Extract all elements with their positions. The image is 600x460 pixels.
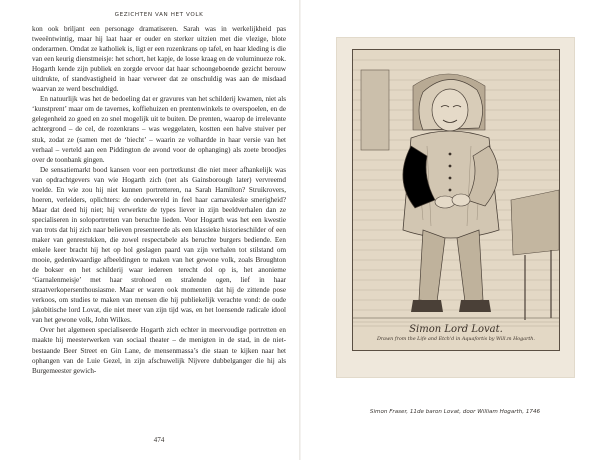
running-head: GEZICHTEN VAN HET VOLK <box>114 12 204 18</box>
body-text <box>32 24 286 376</box>
paragraph: kon ook briljant een personage dramatiseren. Sarah was in werkelijkheid pas tweeëntwintig, maar hij laat haar er ouder en sterker uitzien met die vlezige, blote onderarmen. Omdat ze katholiek is, ligt er een rozenkrans op tafel, en haar kleding is die van een keurig dienstmeisje: het schort, het kapje, de losse kraag en de voluminueze rok. Hogarth kende zijn publiek en zorgde ervoor dat haar schoongeboende gezicht berouw uitdrukte, of standvastigheid in haar verweer dat ze onschuldig was aan de misdaad waarvan ze werd beschuldigd. <box>32 25 286 94</box>
image-caption: Simon Fraser, 11de baron Lovat, door William Hogarth, 1746 <box>369 409 541 415</box>
page-number: 474 <box>153 436 165 444</box>
engraving-plate <box>336 37 575 378</box>
portrait-image <box>353 50 559 350</box>
engraving-title: Simon Lord Lovat. <box>409 324 503 335</box>
engraving-subtitle: Drawn from the Life and Etch'd in Aquafortis by Will.m Hogarth. <box>377 337 535 342</box>
page-fold <box>299 0 301 460</box>
portrait-engraving <box>352 49 560 351</box>
paragraph: En natuurlijk was het de bedoeling dat er gravures van het schilderij kwamen, niet als ‘kunstprent’ maar om de tavernes, koffiehuizen en prentenwinkels te overspoelen, en de gelegenheid zo goed en zo snel mogelijk uit te buiten. De prenten, waarop de irrelevante achtergrond – de cel, de rozenkrans – was weggelaten, kostten een halve stuiver per stuk, zodat ze (samen met de ‘biecht’ – waarin ze volhardde in haar versie van het verhaal – verteld aan een Piddington de avond voor de ophanging) als zoete broodjes over de toonbank gingen. <box>32 95 286 164</box>
paragraph: Over het algemeen specialiseerde Hogarth zich echter in meervoudige portretten en maakte hij meesterwerken van sociaal theater – de menigten in de stad, in de niet-bestaande Beer Street en Gin Lane, de mensenmassa’s die staan te kijken naar het ophangen van de Luie Gezel, in zijn afschuwelijk Nijvere dubbelganger die hij als Burgemeester gewich- <box>32 326 286 375</box>
paragraph: De sensatiemarkt bood kansen voor een portretkunst die niet meer afhankelijk was van opdrachtgevers van wie Hogarth zich (net als Gainsborough later) vervreemd voelde. En wie zou hij niet kunnen portretteren, na Sarah Hamilton? Struikrovers, hoeren, verleiders, oplichters: de onderwereld in feel haar carnavaleske smerigheid? Maar dat deed hij niet; hij verwerkte de types liever in zijn beeldverhalen dan ze specialiseren in soloportretten van beruchte lieden. Voor Hogarth was het een kwestie van trots dat hij zich naar believen presenteerde als een klassieke historieschilder of een maker van genrestukken, die zowel respectabele als beruchte burgers bediende. Een enkele keer bracht hij het op hol geslagen paard van zijn verhalen tot stilstand om mooie, gedenkwaardige afbeeldingen te maken van het gewone volk, zoals Broughton de bokser en het schilderij waar iedereen terecht dol op is, het anonieme ‘Garnalenmeisje’ met haar strohoed en stralende ogen, lief in haar straatverkopersenthousiasme. Maar er waren ook momenten dat hij de zittende pose verkoos, om studies te maken van mensen die hij publiekelijk verachte vond: de oude jakobitische lord Lovat, die niet meer van zijn tijd was, en het loensende radicale idool van het gewone volk, John Wilkes. <box>32 165 286 325</box>
